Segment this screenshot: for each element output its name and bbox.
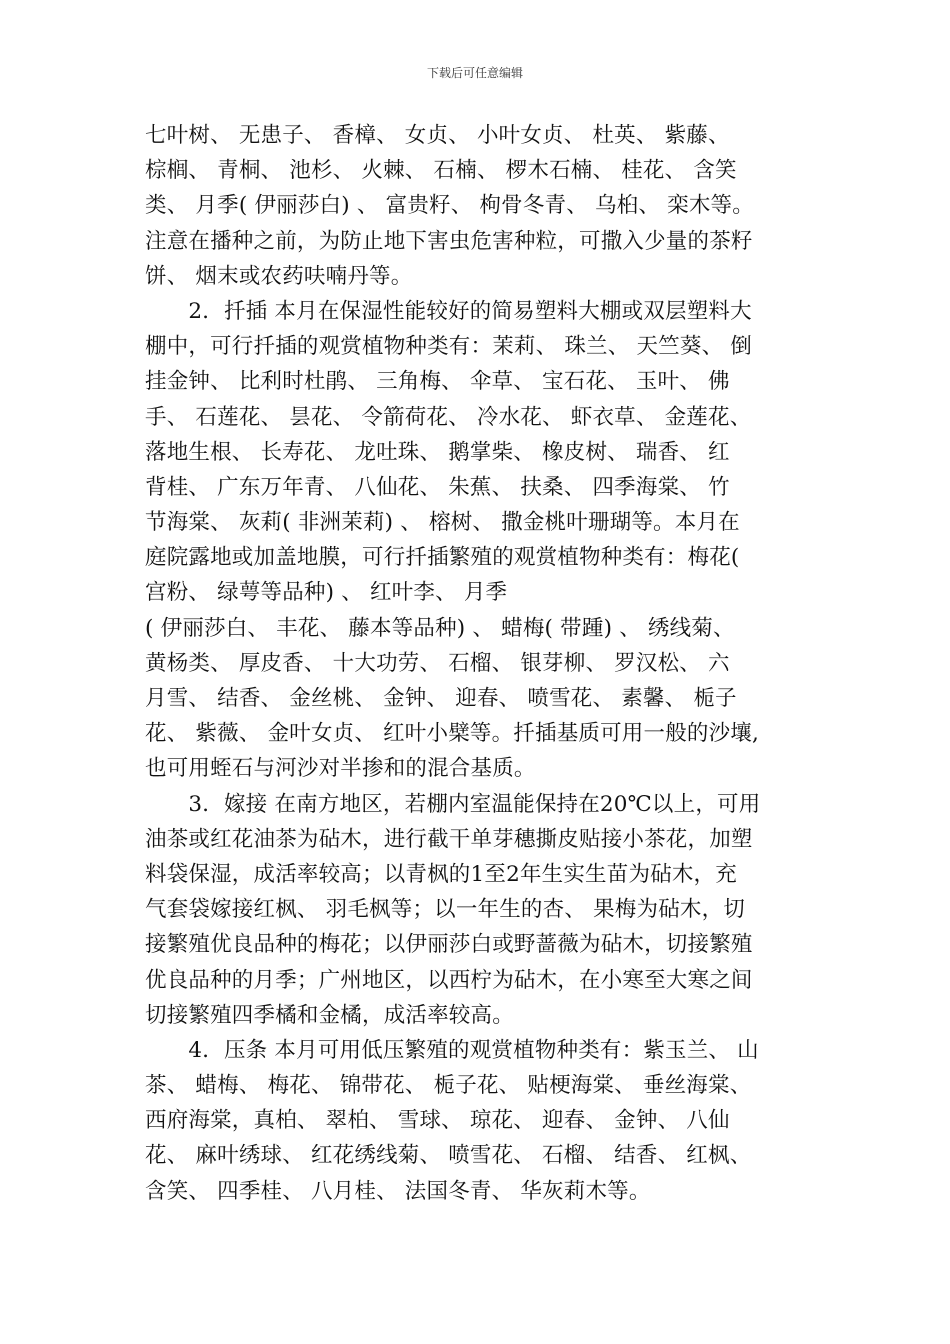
text-line: 4．压条 本月可用低压繁殖的观赏植物种类有：紫玉兰、 山 — [145, 1037, 759, 1063]
text-line: 也可用蛭石与河沙对半掺和的混合基质。 — [145, 756, 536, 782]
text-line: 挂金钟、 比利时杜鹃、 三角梅、 伞草、 宝石花、 玉叶、 佛 — [145, 369, 730, 395]
text-line: 花、 麻叶绣球、 红花绣线菊、 喷雪花、 石榴、 结香、 红枫、 — [145, 1143, 752, 1169]
text-line: 接繁殖优良品种的梅花；以伊丽莎白或野蔷薇为砧木，切接繁殖 — [145, 932, 753, 958]
text-line: 茶、 蜡梅、 梅花、 锦带花、 栀子花、 贴梗海棠、 垂丝海棠、 — [145, 1073, 752, 1099]
text-line: 3．嫁接 在南方地区，若棚内室温能保持在20℃以上，可用 — [145, 791, 761, 817]
text-line: 油茶或红花油茶为砧木，进行截干单芽穗撕皮贴接小茶花，加塑 — [145, 826, 753, 852]
text-line: 七叶树、 无患子、 香樟、 女贞、 小叶女贞、 杜英、 紫藤、 — [145, 123, 730, 148]
text-line: 花、 紫薇、 金叶女贞、 红叶小檗等。扦插基质可用一般的沙壤, — [145, 721, 760, 747]
page-header: 下载后可任意编辑 — [426, 66, 523, 80]
text-line: 节海棠、 灰莉( 非洲茉莉) 、 榕树、 撒金桃叶珊瑚等。本月在 — [145, 510, 740, 536]
text-line: 西府海棠，真柏、 翠柏、 雪球、 琼花、 迎春、 金钟、 八仙 — [145, 1108, 730, 1134]
text-line: 类、 月季( 伊丽莎白) 、 富贵籽、 枸骨冬青、 乌桕、 栾木等。 — [145, 193, 754, 219]
document-body — [145, 118, 820, 1209]
text-line: 优良品种的月季；广州地区，以西柠为砧木，在小寒至大寒之间 — [145, 967, 753, 993]
text-line: 饼、 烟末或农药呋喃丹等。 — [145, 263, 413, 289]
text-line: 月雪、 结香、 金丝桃、 金钟、 迎春、 喷雪花、 素馨、 栀子 — [145, 686, 737, 711]
text-line: 棕榈、 青桐、 池杉、 火棘、 石楠、 椤木石楠、 桂花、 含笑 — [145, 158, 737, 184]
text-line: 含笑、 四季桂、 八月桂、 法国冬青、 华灰莉木等。 — [145, 1178, 651, 1204]
text-line: 背桂、 广东万年青、 八仙花、 朱蕉、 扶桑、 四季海棠、 竹 — [145, 474, 730, 500]
text-line: 宫粉、 绿萼等品种) 、 红叶李、 月季 — [145, 580, 508, 606]
text-line: 注意在播种之前，为防止地下害虫危害种粒，可撒入少量的茶籽 — [145, 228, 753, 254]
text-line: 气套袋嫁接红枫、 羽毛枫等；以一年生的杏、 果梅为砧木，切 — [145, 897, 745, 923]
text-line: 2．扦插 本月在保湿性能较好的简易塑料大棚或双层塑料大 — [145, 298, 752, 324]
text-line: 料袋保湿，成活率较高；以青枫的1至2年生实生苗为砧木，充 — [145, 861, 737, 887]
text-line: 庭院露地或加盖地膜，可行扦插繁殖的观赏植物种类有：梅花( — [145, 545, 740, 571]
text-line: ( 伊丽莎白、 丰花、 藤本等品种) 、 蜡梅( 带踵) 、 绣线菊、 — [145, 615, 735, 641]
text-line: 切接繁殖四季橘和金橘，成活率较高。 — [145, 1002, 514, 1028]
text-line: 棚中，可行扦插的观赏植物种类有：茉莉、 珠兰、 天竺葵、 倒 — [145, 334, 753, 360]
text-line: 落地生根、 长寿花、 龙吐珠、 鹅掌柴、 橡皮树、 瑞香、 红 — [145, 439, 730, 465]
text-line: 黄杨类、 厚皮香、 十大功劳、 石榴、 银芽柳、 罗汉松、 六 — [145, 650, 730, 676]
text-line: 手、 石莲花、 昙花、 令箭荷花、 冷水花、 虾衣草、 金莲花、 — [145, 404, 752, 430]
